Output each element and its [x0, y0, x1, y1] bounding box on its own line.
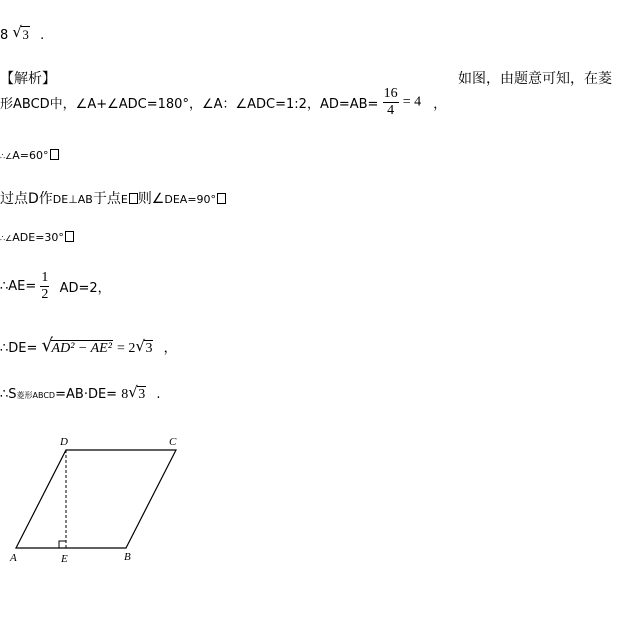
- construction-a: 过点D作: [0, 191, 53, 207]
- angle-a-line: [0, 149, 59, 162]
- area-subscript: 菱形ABCD: [16, 391, 56, 400]
- angle-ade-text: ADE=30°: [12, 231, 64, 244]
- therefore-angle: ∴∠: [0, 152, 13, 161]
- label-a: A: [10, 552, 17, 564]
- rhombus-abcd: [16, 450, 176, 548]
- missing-glyph-box: [129, 193, 138, 204]
- analysis-heading: 【解析】: [0, 71, 56, 87]
- construction-e: 则∠: [137, 191, 165, 207]
- missing-glyph-box: [65, 231, 74, 242]
- fraction-denominator: 2: [41, 287, 49, 302]
- construction-c: 于点: [92, 191, 121, 207]
- de-radicand-expression: AD² − AE²: [51, 341, 112, 356]
- de-eq: = 2: [117, 341, 136, 356]
- de-sqrt-expression: √ AD² − AE²: [41, 335, 112, 356]
- fraction-result: = 4: [402, 94, 422, 110]
- area-prefix: ∴S: [0, 387, 17, 402]
- answer-radicand: 3: [22, 27, 29, 42]
- answer-coef: 8: [0, 28, 9, 43]
- area-mid: =AB·DE=: [55, 387, 118, 402]
- de-prefix: ∴DE=: [0, 341, 38, 356]
- de-radicand: 3: [145, 341, 153, 356]
- rhombus-condition-line: [0, 86, 446, 119]
- label-e: E: [61, 553, 68, 565]
- ae-tail: AD=2，: [59, 281, 111, 296]
- area-line: [0, 383, 161, 403]
- missing-glyph-box: [217, 193, 226, 204]
- construction-b: DE⊥AB: [52, 193, 93, 206]
- answer-line: [0, 23, 45, 43]
- label-c: C: [169, 436, 177, 448]
- construction-f: DEA=90°: [164, 193, 217, 206]
- de-tail: ，: [163, 341, 177, 356]
- fraction-numerator: 16: [383, 86, 398, 101]
- condition-text: 形ABCD中，∠A+∠ADC=180°，∠A：∠ADC=1:2，AD=AB=: [0, 97, 379, 112]
- fraction-16-over-4: [383, 86, 399, 119]
- answer-tail: .: [40, 28, 45, 43]
- ae-line: [0, 270, 111, 303]
- missing-glyph-box: [50, 149, 59, 160]
- de-sqrt-3: √ 3: [135, 337, 153, 356]
- area-tail: .: [156, 387, 161, 402]
- rhombus-figure: [0, 432, 200, 572]
- fraction-one-half: [40, 270, 49, 303]
- right-angle-mark: [59, 541, 66, 548]
- therefore-angle: ∴∠: [0, 234, 13, 243]
- area-sqrt: √ 3: [128, 383, 146, 402]
- area-coef: 8: [121, 387, 129, 402]
- angle-ade-line: [0, 231, 74, 244]
- de-line: [0, 337, 177, 357]
- ae-prefix: ∴AE=: [0, 279, 37, 294]
- construction-line: [0, 188, 226, 208]
- fraction-numerator: 1: [41, 270, 49, 285]
- area-radicand: 3: [138, 387, 146, 402]
- fraction-denominator: 4: [387, 103, 395, 118]
- answer-sqrt: √ 3: [12, 23, 29, 42]
- construction-d: E: [120, 193, 128, 206]
- angle-a-text: A=60°: [12, 149, 49, 162]
- condition-tail: ，: [433, 97, 447, 112]
- analysis-intro-right: 如图，由题意可知，在菱: [458, 71, 612, 87]
- label-d: D: [60, 436, 68, 448]
- label-b: B: [124, 551, 131, 563]
